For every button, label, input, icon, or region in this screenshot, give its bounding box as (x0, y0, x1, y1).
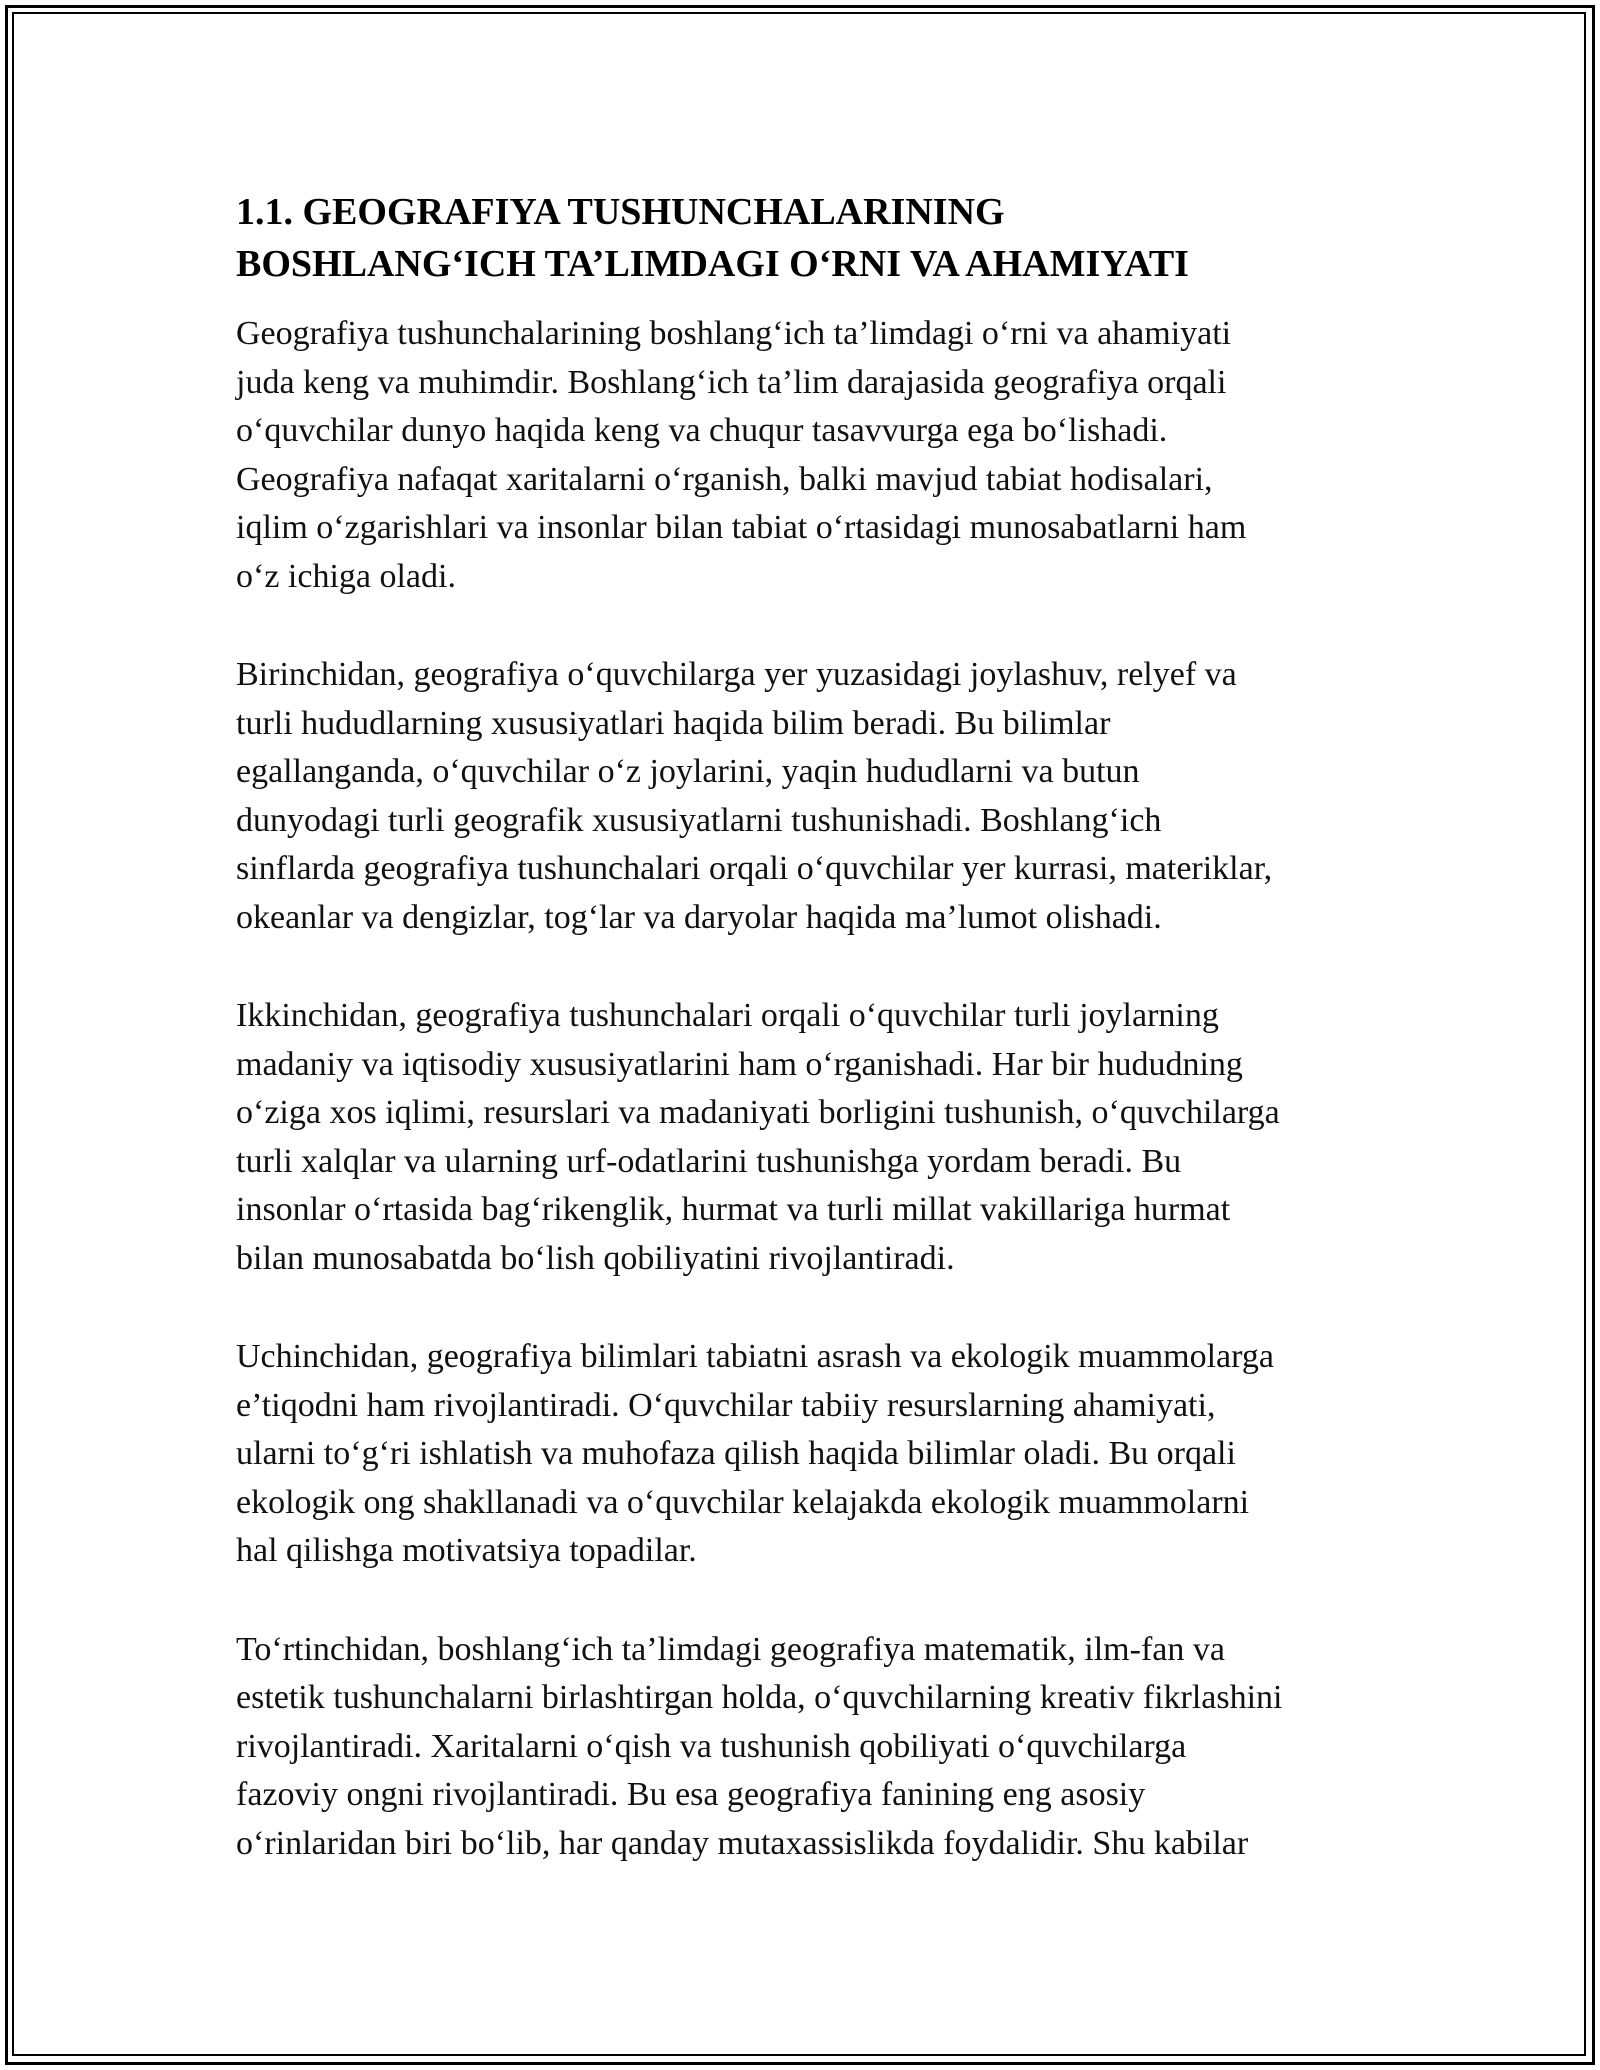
text-line: Geografiya tushunchalarining boshlang‘ich ta’limdagi o‘rni va ahamiyati (236, 315, 1232, 352)
text-line: fazoviy ongni rivojlantiradi. Bu esa geografiya fanining eng asosiy (236, 1776, 1146, 1813)
heading-line: BOSHLANG‘ICH TA’LIMDAGI O‘RNI VA AHAMIYATI (236, 243, 1189, 285)
text-line: Birinchidan, geografiya o‘quvchilarga yer yuzasidagi joylashuv, relyef va (236, 656, 1237, 693)
text-line: insonlar o‘rtasida bag‘rikenglik, hurmat va turli millat vakillariga hurmat (236, 1191, 1231, 1228)
text-line: turli hududlarning xususiyatlari haqida bilim beradi. Bu bilimlar (236, 704, 1111, 742)
section-heading (236, 186, 1386, 290)
text-line: egallanganda, o‘quvchilar o‘z joylarini, yaqin hududlarni va butun (236, 753, 1140, 790)
text-line: e’tiqodni ham rivojlantiradi. O‘quvchilar tabiiy resurslarning ahamiyati, (236, 1386, 1216, 1424)
text-line: bilan munosabatda bo‘lish qobiliyatini rivojlantiradi. (236, 1239, 955, 1277)
text-line: juda keng va muhimdir. Boshlang‘ich ta’lim darajasida geografiya orqali (236, 363, 1227, 401)
heading-line: 1.1. GEOGRAFIYA TUSHUNCHALARINING (236, 191, 1005, 233)
text-line: turli xalqlar va ularning urf-odatlarini tushunishga yordam beradi. Bu (236, 1142, 1182, 1180)
text-line: Ikkinchidan, geografiya tushunchalari orqali o‘quvchilar turli joylarning (236, 997, 1219, 1034)
text-line: o‘rinlaridan biri bo‘lib, har qanday mutaxassislikda foydalidir. Shu kabilar (236, 1824, 1249, 1862)
paragraph-second (236, 992, 1386, 1283)
text-line: estetik tushunchalarni birlashtirgan holda, o‘quvchilarning kreativ fikrlashini (236, 1679, 1283, 1716)
document-body (236, 186, 1386, 1918)
text-line: rivojlantiradi. Xaritalarni o‘qish va tushunish qobiliyati o‘quvchilarga (236, 1727, 1187, 1765)
paragraph-fourth (236, 1626, 1386, 1869)
text-line: ularni to‘g‘ri ishlatish va muhofaza qilish haqida bilimlar oladi. Bu orqali (236, 1435, 1236, 1472)
text-line: o‘quvchilar dunyo haqida keng va chuqur tasavvurga ega bo‘lishadi. (236, 412, 1168, 449)
paragraph-intro (236, 310, 1386, 601)
text-line: okeanlar va dengizlar, tog‘lar va daryolar haqida ma’lumot olishadi. (236, 898, 1162, 936)
text-line: Uchinchidan, geografiya bilimlari tabiatni asrash va ekologik muammolarga (236, 1338, 1274, 1375)
text-line: sinflarda geografiya tushunchalari orqali o‘quvchilar yer kurrasi, materiklar, (236, 850, 1273, 887)
text-line: Geografiya nafaqat xaritalarni o‘rganish, balki mavjud tabiat hodisalari, (236, 460, 1213, 498)
text-line: hal qilishga motivatsiya topadilar. (236, 1532, 697, 1569)
text-line: To‘rtinchidan, boshlang‘ich ta’limdagi geografiya matematik, ilm-fan va (236, 1630, 1225, 1668)
text-line: dunyodagi turli geografik xususiyatlarni tushunishadi. Boshlang‘ich (236, 801, 1162, 839)
paragraph-third (236, 1333, 1386, 1576)
text-line: o‘z ichiga oladi. (236, 557, 456, 595)
text-line: ekologik ong shakllanadi va o‘quvchilar kelajakda ekologik muammolarni (236, 1483, 1250, 1521)
paragraph-first (236, 651, 1386, 942)
text-line: madaniy va iqtisodiy xususiyatlarini ham o‘rganishadi. Har bir hududning (236, 1045, 1243, 1083)
text-line: iqlim o‘zgarishlari va insonlar bilan tabiat o‘rtasidagi munosabatlarni ham (236, 509, 1247, 546)
text-line: o‘ziga xos iqlimi, resurslari va madaniyati borligini tushunish, o‘quvchilarga (236, 1094, 1280, 1131)
